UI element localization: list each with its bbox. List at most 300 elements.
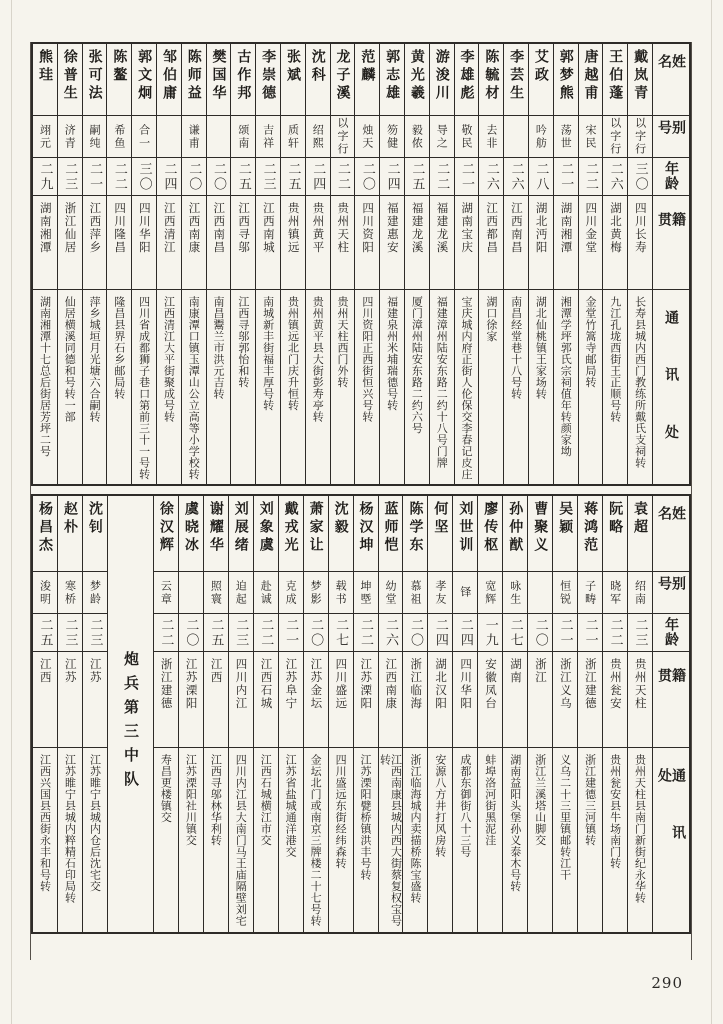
person-column [207,44,232,484]
native-place-cell [354,652,378,748]
native-text: 江西南昌 [509,202,524,254]
name-cell [229,496,253,572]
age-text: 二四 [432,617,448,648]
native-place-cell [154,652,178,748]
name-cell [528,496,552,572]
header-address-text: 通讯处 [656,768,686,883]
age-cell [331,158,355,196]
alias-cell [154,572,178,614]
native-place-cell [33,652,57,748]
alias-cell [528,572,552,614]
alias-cell [306,116,330,158]
age-text: 二一 [87,161,103,192]
age-cell [83,158,107,196]
name-text: 王伯蓬 [607,49,624,103]
alias-text: 吟舫 [534,123,548,150]
header-age-label [653,158,689,196]
name-text: 李芸生 [508,49,525,103]
name-cell [628,44,652,116]
native-text: 浙江仙居 [63,202,78,254]
address-cell [380,290,404,484]
address-text: 义乌二十三里镇邮转江干 [558,754,572,881]
address-cell [578,748,602,932]
address-text: 贵州天柱西门外转 [336,296,350,388]
alias-text: 幼堂 [383,579,397,606]
native-place-cell [478,652,502,748]
native-place-cell [329,652,353,748]
header-native-label [653,196,689,290]
address-cell [306,290,330,484]
person-column [503,496,528,932]
alias-text: 绍南 [633,579,647,606]
person-column [578,496,603,932]
person-column [231,44,256,484]
person-column [132,44,157,484]
age-cell [403,614,427,652]
native-place-cell [553,652,577,748]
name-cell [279,496,303,572]
name-text: 阮略 [607,501,624,537]
native-text: 贵州瓮安 [608,658,623,710]
native-place-cell [379,652,403,748]
address-cell [603,748,627,932]
person-column [33,496,58,932]
age-cell [254,614,278,652]
address-text: 寿昌更楼镇交 [159,754,173,823]
person-column [204,496,229,932]
age-text: 二〇 [211,161,227,192]
address-text: 四川省成都狮子巷口第前三十一号转 [137,296,151,480]
native-text: 湖南湘潭 [559,202,574,254]
address-cell [453,748,477,932]
address-cell [182,290,206,484]
name-text: 郭梦熊 [557,49,574,103]
age-cell [355,158,379,196]
roster-table-bottom [31,494,691,934]
person-column [157,44,182,484]
native-place-cell [58,652,82,748]
name-text: 戴戎光 [282,501,299,555]
age-cell [229,614,253,652]
address-cell [231,290,255,484]
native-text: 浙江临海 [409,658,424,710]
native-place-cell [355,196,379,290]
native-text: 四川华阳 [137,202,152,254]
alias-cell [182,116,206,158]
age-text: 二〇 [532,617,548,648]
age-cell [33,158,57,196]
alias-cell [603,116,627,158]
name-cell [204,496,228,572]
native-place-cell [207,196,231,290]
person-column [304,496,329,932]
age-text: 二三 [260,161,276,192]
alias-text: 以字行 [633,117,647,156]
alias-text: 笏健 [385,123,399,150]
name-cell [355,44,379,116]
person-column [403,496,428,932]
alias-cell [207,116,231,158]
address-text: 成都东御街八十三号 [458,754,472,858]
native-place-cell [579,196,603,290]
name-cell [182,44,206,116]
header-alias-text: 别号 [656,120,686,141]
alias-cell [354,572,378,614]
native-place-cell [628,196,652,290]
native-text: 浙江建德 [159,658,174,710]
header-alias-label [653,116,689,158]
name-cell [478,496,502,572]
name-cell [58,44,82,116]
native-place-cell [578,652,602,748]
age-text: 二九 [37,161,53,192]
address-text: 贵州瓮安县牛场南门转 [608,754,622,869]
age-text: 一九 [482,617,498,648]
person-column [478,496,503,932]
native-place-cell [405,196,429,290]
native-text: 四川隆昌 [113,202,128,254]
age-cell [554,158,578,196]
age-text: 二二 [335,161,351,192]
alias-cell [83,572,107,614]
address-text: 贵州镇远北门庆升恒转 [286,296,300,411]
name-cell [453,496,477,572]
age-text: 三〇 [632,161,648,192]
name-text: 陈师益 [185,49,202,103]
native-text: 江西 [209,658,224,684]
name-text: 范麟 [359,49,376,85]
name-cell [529,44,553,116]
alias-cell [58,116,82,158]
name-text: 赵朴 [62,501,78,537]
name-text: 虞晓冰 [182,501,199,555]
name-text: 蓝师恺 [382,501,399,555]
address-text: 福建漳州陆安东路二约十八号门牌 [435,296,449,469]
age-text: 二三 [632,617,648,648]
age-text: 二五 [235,161,251,192]
alias-text: 慕祖 [408,579,422,606]
name-cell [231,44,255,116]
alias-cell [628,572,652,614]
alias-text: 嗣纯 [88,123,102,150]
native-place-cell [479,196,503,290]
alias-text: 孝友 [433,579,447,606]
age-text: 二二 [434,161,450,192]
alias-text: 翊元 [38,123,52,150]
age-text: 二一 [557,617,573,648]
address-text: 江西寻邬林华利转 [209,754,223,846]
age-text: 二六 [508,161,524,192]
address-text: 浙江兰溪塔山脚交 [533,754,547,846]
header-age-text: 年龄 [663,161,679,192]
alias-cell [405,116,429,158]
name-text: 龙子溪 [334,49,351,103]
address-text: 金堂竹篙寺邮局转 [584,296,597,388]
age-cell [179,614,203,652]
address-cell [355,290,379,484]
name-cell [329,496,353,572]
person-column [281,44,306,484]
address-cell [58,748,82,932]
name-text: 曹聚义 [532,501,549,555]
native-text: 江西寻邬 [237,202,252,254]
header-name-label [653,44,689,116]
native-text: 江西南昌 [212,202,227,254]
age-cell [33,614,57,652]
native-text: 四川盛远 [334,658,349,710]
native-text: 湖南 [509,658,523,684]
native-text: 安徽凤台 [484,658,499,710]
name-text: 吴颖 [557,501,574,537]
address-cell [279,748,303,932]
person-column [256,44,281,484]
name-cell [256,44,280,116]
age-cell [83,614,107,652]
address-cell [455,290,479,484]
native-place-cell [528,652,552,748]
address-cell [33,290,57,484]
address-text: 浙江建德三河镇转 [583,754,597,846]
alias-text: 克成 [284,579,298,606]
name-cell [179,496,203,572]
name-text: 蒋鸿范 [582,501,599,555]
name-cell [207,44,231,116]
alias-text: 敬民 [460,123,474,150]
age-cell [478,614,502,652]
age-text: 二一 [558,161,574,192]
native-place-cell [132,196,156,290]
person-column [331,44,356,484]
name-text: 郭志雄 [384,49,401,103]
address-cell [479,290,503,484]
scan-edge-line [11,0,12,1024]
address-text: 蚌埠洛河街黑泥洼 [483,754,497,846]
name-text: 廖传枢 [482,501,499,555]
address-text: 九江孔垅西街王正顺号转 [608,296,622,423]
address-text: 金坛北门或南京三牌楼二十七号转 [309,754,323,927]
alias-text: 绍熙 [311,123,325,150]
age-text: 二二 [607,617,623,648]
native-text: 江西都昌 [485,202,500,254]
alias-cell [179,572,203,614]
age-text: 二七 [507,617,523,648]
age-cell [157,158,181,196]
age-text: 二三 [87,617,103,648]
name-cell [628,496,652,572]
native-text: 江西 [38,658,53,684]
name-cell [83,496,107,572]
age-text: 二三 [62,617,78,648]
address-cell [207,290,231,484]
name-text: 袁超 [632,501,649,537]
alias-cell [428,572,452,614]
alias-text: 咏生 [508,579,522,606]
name-text: 萧家让 [307,501,324,555]
person-column [179,496,204,932]
native-text: 湖北汉阳 [434,658,449,710]
person-column [58,44,83,484]
alias-cell [430,116,454,158]
name-cell [603,496,627,572]
age-cell [304,614,328,652]
name-text: 刘象虞 [257,501,274,555]
alias-cell [279,572,303,614]
age-cell [529,158,553,196]
person-column [254,496,279,932]
native-text: 湖南宝庆 [460,202,475,254]
person-column [453,496,478,932]
age-cell [405,158,429,196]
header-alias-text: 别号 [656,576,686,597]
native-place-cell [430,196,454,290]
address-cell [179,748,203,932]
native-text: 福建龙溪 [410,202,425,254]
address-text: 江西兴国县西街永丰和号转 [38,754,52,892]
age-cell [354,614,378,652]
person-column [306,44,331,484]
native-text: 贵州天柱 [336,202,351,254]
alias-text: 以字行 [608,117,622,156]
alias-cell [107,116,131,158]
address-cell [58,290,82,484]
age-text: 三〇 [136,161,152,192]
alias-text: 晓军 [608,579,622,606]
native-place-cell [204,652,228,748]
age-cell [279,614,303,652]
age-cell [132,158,156,196]
address-cell [628,290,652,484]
alias-cell [603,572,627,614]
age-cell [430,158,454,196]
address-cell [628,748,652,932]
native-place-cell [83,196,107,290]
alias-cell [478,572,502,614]
age-cell [204,614,228,652]
address-text: 湖南益阳头堡孙义泰木号转 [508,754,522,892]
header-column [653,496,689,932]
name-cell [579,44,603,116]
alias-text: 梦龄 [88,579,102,606]
alias-cell [33,116,57,158]
age-text: 二〇 [186,161,202,192]
native-text: 湖北沔阳 [534,202,549,254]
header-name-text: 姓名 [656,506,686,543]
person-column [479,44,504,484]
address-text: 长寿县城内西门教练所戴氏支祠转 [633,296,647,469]
address-text: 贵州黄平县大街彭寿亭转 [311,296,325,423]
address-text: 宝庆城内府正街人伦保交李春记皮庄 [460,296,474,480]
alias-cell [554,116,578,158]
roster-table-top [31,42,691,486]
header-address-text: 通讯处 [663,310,679,483]
person-column [628,44,653,484]
alias-cell [329,572,353,614]
native-place-cell [529,196,553,290]
alias-text: 导之 [435,123,449,150]
alias-text: 寒桥 [63,579,77,606]
name-text: 孙仲猷 [507,501,524,555]
alias-text: 宋民 [584,123,597,150]
native-place-cell [504,196,528,290]
header-column [653,44,689,484]
address-cell [329,748,353,932]
alias-cell [229,572,253,614]
alias-text: 去非 [484,123,498,150]
person-column [603,496,628,932]
native-place-cell [503,652,527,748]
alias-cell [331,116,355,158]
alias-cell [355,116,379,158]
native-text: 江西南城 [261,202,276,254]
address-text: 湖口徐家 [484,296,498,342]
address-cell [603,290,627,484]
address-cell [83,748,107,932]
address-text: 四川内江县大南门马王庙隔壁刘宅 [234,754,248,927]
address-text: 四川资阳正西街恒兴号转 [360,296,374,423]
name-text: 刘世训 [457,501,474,555]
age-cell [553,614,577,652]
unit-divider-label: 炮兵第三中队 [121,651,140,795]
alias-text: 吉祥 [261,123,275,150]
name-text: 何坚 [432,501,449,537]
name-text: 樊国华 [210,49,227,103]
alias-text: 颂南 [236,123,250,150]
native-text: 江西清江 [162,202,177,254]
name-text: 陈鳌 [111,49,128,85]
address-text: 江苏溧阳甓桥镇洪丰号转 [359,754,373,881]
person-column [154,496,179,932]
native-text: 四川资阳 [361,202,376,254]
native-text: 江苏溧阳 [359,658,374,710]
age-text: 二三 [62,161,78,192]
alias-cell [281,116,305,158]
native-text: 浙江义乌 [558,658,573,710]
address-cell [379,748,403,932]
alias-cell [578,572,602,614]
age-cell [380,158,404,196]
name-cell [306,44,330,116]
address-cell [256,290,280,484]
name-text: 杨昌杰 [37,501,54,555]
name-text: 张斌 [284,49,301,85]
person-column [355,44,380,484]
name-cell [428,496,452,572]
name-text: 戴岚青 [632,49,649,103]
native-text: 湖北黄梅 [609,202,624,254]
age-cell [453,614,477,652]
alias-cell [529,116,553,158]
name-cell [58,496,82,572]
alias-cell [504,116,528,158]
name-cell [553,496,577,572]
age-text: 二八 [533,161,549,192]
address-text: 南康潭口镇玉潭山公立高等小学校转 [187,296,201,480]
age-text: 二三 [233,617,249,648]
address-text: 江西寻邬郭怡和转 [236,296,250,388]
person-column [430,44,455,484]
header-native-text: 籍贯 [656,212,686,260]
age-text: 二二 [158,617,174,648]
address-cell [478,748,502,932]
address-text: 贵州天柱县南门新街纪永华转 [633,754,647,904]
unit-divider-column [108,496,154,932]
address-cell [107,290,131,484]
address-cell [579,290,603,484]
native-text: 江苏金坛 [309,658,324,710]
alias-text: 以字行 [336,117,350,156]
name-text: 沈科 [309,49,326,85]
alias-text: 子畴 [583,579,597,606]
